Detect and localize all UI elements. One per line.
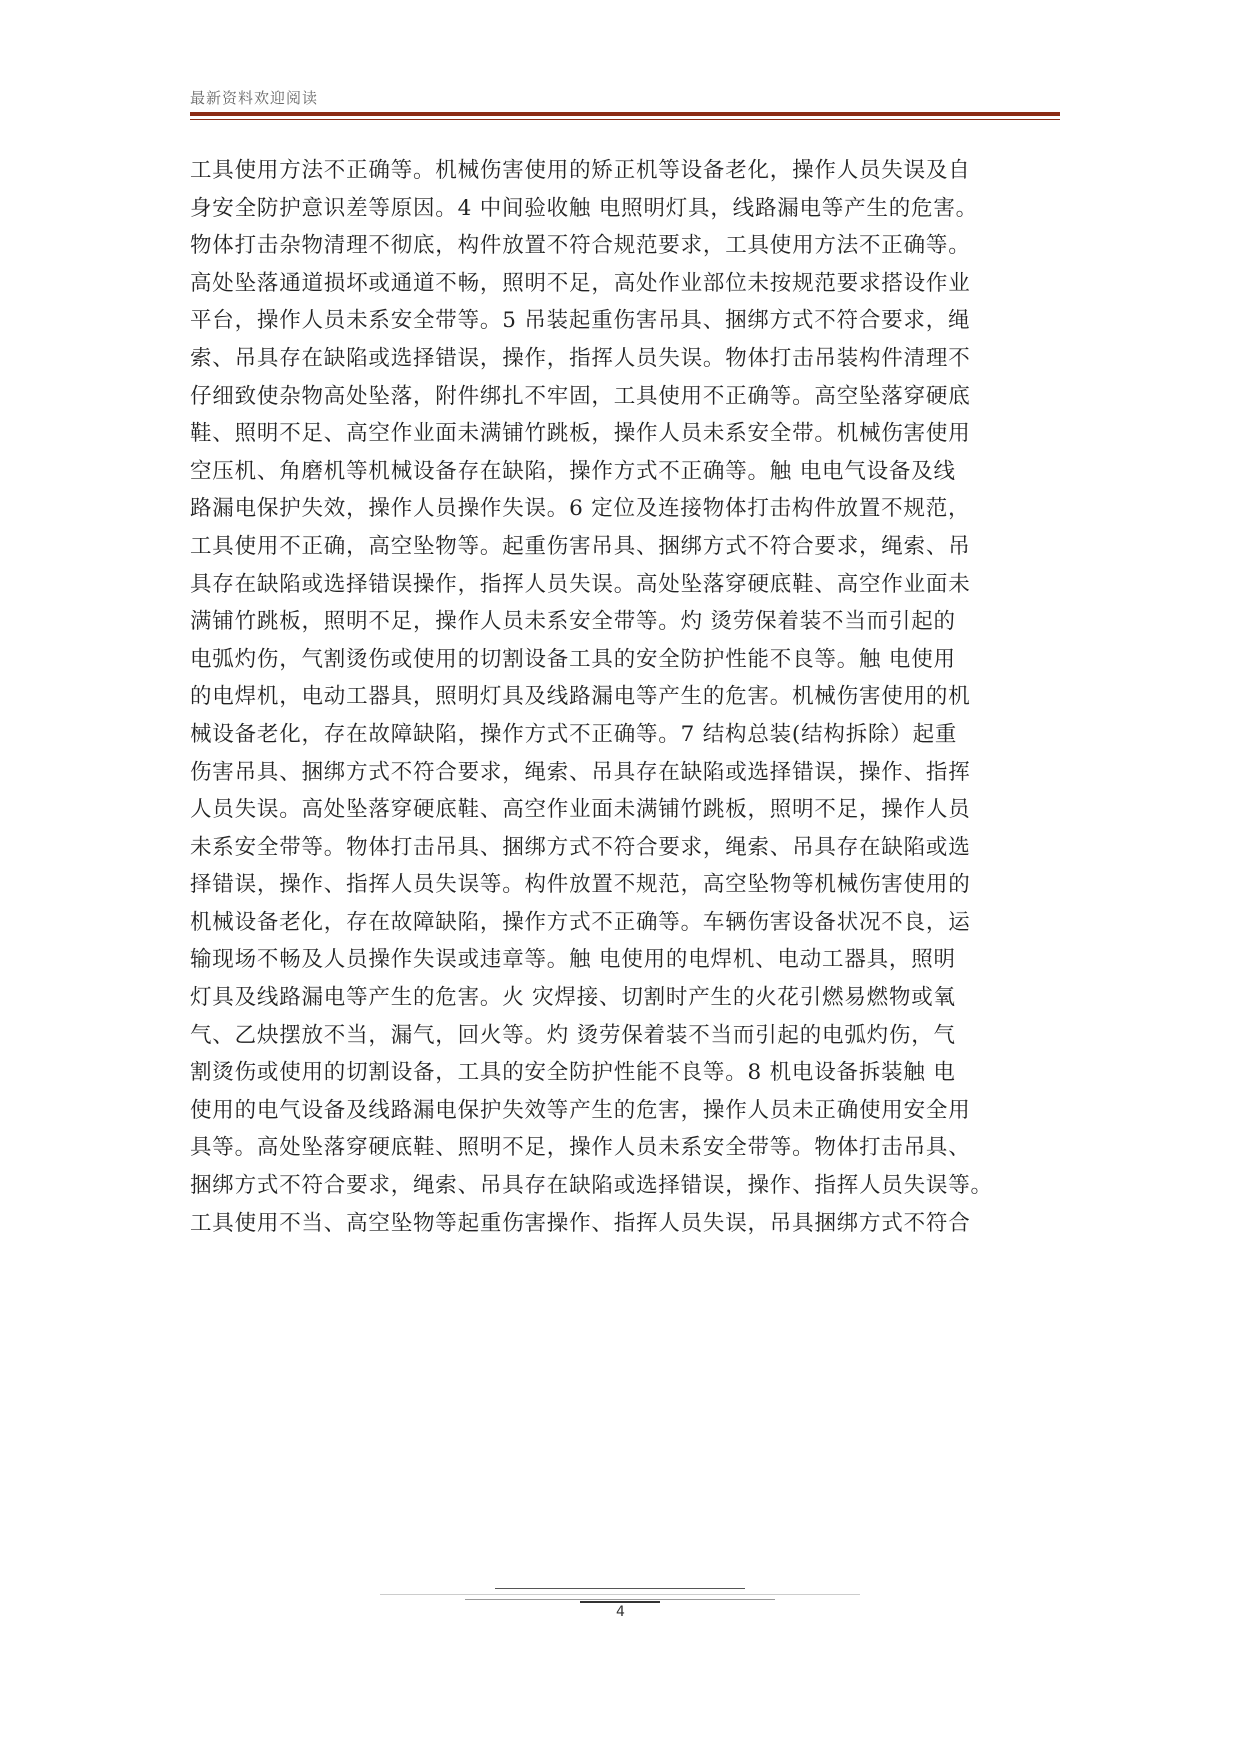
body-line: 工具使用方法不正确等。机械伤害使用的矫正机等设备老化，操作人员失误及自 bbox=[190, 158, 971, 183]
body-line: 空压机、角磨机等机械设备存在缺陷，操作方式不正确等。触 电电气设备及线 bbox=[190, 458, 956, 484]
body-line: 路漏电保护失效，操作人员操作失误。6 定位及连接物体打击构件放置不规范， bbox=[190, 496, 971, 522]
body-line: 伤害吊具、捆绑方式不符合要求，绳索、吊具存在缺陷或选择错误，操作、指挥 bbox=[190, 759, 971, 785]
body-line: 工具使用不当、高空坠物等起重伤害操作、指挥人员失误，吊具捆绑方式不符合 bbox=[190, 1210, 971, 1236]
footer-rule bbox=[580, 1601, 660, 1603]
body-line: 灯具及线路漏电等产生的危害。火 灾焊接、切割时产生的火花引燃易燃物或氧 bbox=[190, 985, 956, 1011]
body-line: 机械设备老化，存在故障缺陷，操作方式不正确等。车辆伤害设备状况不良，运 bbox=[190, 909, 971, 935]
header-rule-thin bbox=[190, 119, 1060, 120]
document-body bbox=[190, 152, 1060, 1242]
body-line: 工具使用不正确，高空坠物等。起重伤害吊具、捆绑方式不符合要求，绳索、吊 bbox=[190, 533, 971, 559]
body-line: 索、吊具存在缺陷或选择错误，操作，指挥人员失误。物体打击吊装构件清理不 bbox=[190, 345, 971, 371]
body-line: 物体打击杂物清理不彻底，构件放置不符合规范要求，工具使用方法不正确等。 bbox=[190, 233, 971, 259]
body-line: 身安全防护意识差等原因。4 中间验收触 电照明灯具，线路漏电等产生的危害。 bbox=[190, 195, 978, 221]
body-line: 械设备老化，存在故障缺陷，操作方式不正确等。7 结构总装(结构拆除）起重 bbox=[190, 721, 958, 747]
body-line: 鞋、照明不足、高空作业面未满铺竹跳板，操作人员未系安全带。机械伤害使用 bbox=[190, 421, 971, 447]
body-line: 捆绑方式不符合要求，绳索、吊具存在缺陷或选择错误，操作、指挥人员失误等。 bbox=[190, 1173, 993, 1199]
body-line: 气、乙炔摆放不当，漏气，回火等。灼 烫劳保着装不当而引起的电弧灼伤，气 bbox=[190, 1022, 956, 1048]
page-footer bbox=[0, 1588, 1241, 1628]
body-line: 未系安全带等。物体打击吊具、捆绑方式不符合要求，绳索、吊具存在缺陷或选 bbox=[190, 834, 971, 860]
footer-rule bbox=[380, 1594, 860, 1595]
body-line: 满铺竹跳板，照明不足，操作人员未系安全带等。灼 烫劳保着装不当而引起的 bbox=[190, 609, 956, 635]
body-line: 电弧灼伤，气割烫伤或使用的切割设备工具的安全防护性能不良等。触 电使用 bbox=[190, 646, 956, 672]
page-number: 4 bbox=[616, 1604, 625, 1620]
body-line: 择错误，操作、指挥人员失误等。构件放置不规范，高空坠物等机械伤害使用的 bbox=[190, 872, 971, 898]
header-rule-thick bbox=[190, 112, 1060, 116]
body-line: 具存在缺陷或选择错误操作，指挥人员失误。高处坠落穿硬底鞋、高空作业面未 bbox=[190, 571, 971, 597]
footer-rule bbox=[465, 1599, 775, 1600]
body-line: 割烫伤或使用的切割设备，工具的安全防护性能不良等。8 机电设备拆装触 电 bbox=[190, 1060, 956, 1086]
footer-rule bbox=[495, 1588, 745, 1589]
body-line: 具等。高处坠落穿硬底鞋、照明不足，操作人员未系安全带等。物体打击吊具、 bbox=[190, 1135, 971, 1161]
body-line: 人员失误。高处坠落穿硬底鞋、高空作业面未满铺竹跳板，照明不足，操作人员 bbox=[190, 797, 971, 823]
page-header bbox=[190, 88, 1060, 108]
body-line: 的电焊机，电动工器具，照明灯具及线路漏电等产生的危害。机械伤害使用的机 bbox=[190, 684, 971, 710]
body-line: 使用的电气设备及线路漏电保护失效等产生的危害，操作人员未正确使用安全用 bbox=[190, 1097, 971, 1123]
body-line: 高处坠落通道损坏或通道不畅，照明不足，高处作业部位未按规范要求搭设作业 bbox=[190, 270, 971, 296]
body-line: 仔细致使杂物高处坠落，附件绑扎不牢固，工具使用不正确等。高空坠落穿硬底 bbox=[190, 383, 971, 409]
body-line: 平台，操作人员未系安全带等。5 吊装起重伤害吊具、捆绑方式不符合要求，绳 bbox=[190, 308, 971, 334]
body-line: 输现场不畅及人员操作失误或违章等。触 电使用的电焊机、电动工器具，照明 bbox=[190, 947, 956, 973]
header-title: 最新资料欢迎阅读 bbox=[190, 89, 319, 107]
